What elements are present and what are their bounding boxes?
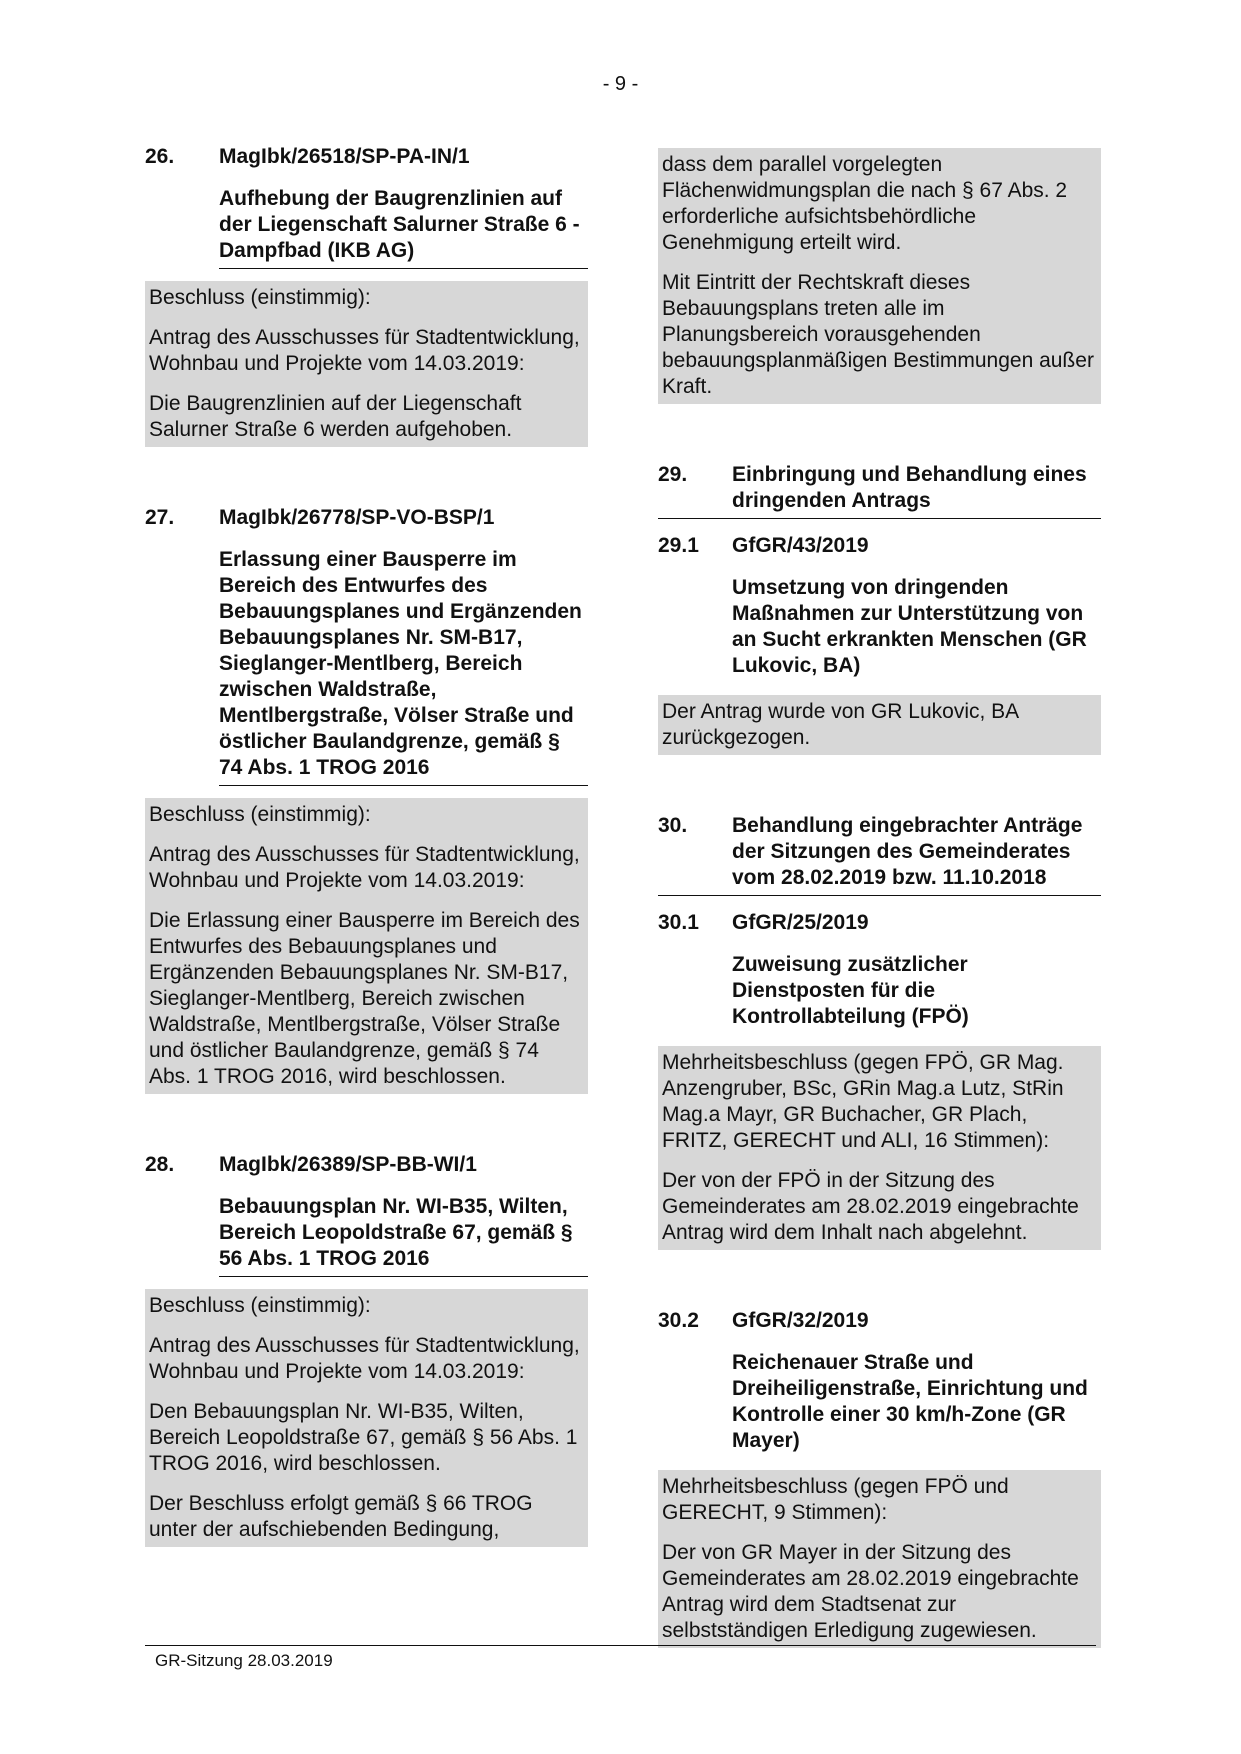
- motion-source: Antrag des Ausschusses für Stadtentwicklung, Wohnbau und Projekte vom 14.03.2019:: [149, 326, 580, 375]
- condition-text: Der Beschluss erfolgt gemäß § 66 TROG unter der aufschiebenden Bedingung,: [149, 1492, 533, 1541]
- section-heading: [658, 462, 1101, 519]
- section-heading: [145, 144, 588, 174]
- resolution-text: Der von der FPÖ in der Sitzung des Gemeinderates am 28.02.2019 eingebrachte Antrag wird dem Inhalt nach abgelehnt.: [662, 1169, 1079, 1244]
- subsection-heading: [658, 1308, 1101, 1338]
- subsection-number: 29.1: [658, 534, 699, 557]
- section-heading: [658, 813, 1101, 896]
- section-title: Bebauungsplan Nr. WI-B35, Wilten, Bereich Leopoldstraße 67, gemäß § 56 Abs. 1 TROG 2016: [219, 1182, 588, 1277]
- section-30-2: [658, 1308, 1101, 1648]
- footer-divider: [145, 1645, 1096, 1646]
- subsection-number: 30.2: [658, 1309, 699, 1332]
- section-number: 26.: [145, 145, 175, 168]
- footer-text: GR-Sitzung 28.03.2019: [155, 1651, 333, 1670]
- subsection-heading: [658, 533, 1101, 563]
- resolution-block: [658, 695, 1101, 755]
- page-number: - 9 -: [602, 73, 639, 95]
- resolution-type: Beschluss (einstimmig):: [149, 286, 371, 309]
- subsection-heading: [658, 910, 1101, 940]
- section-26: [145, 144, 588, 447]
- section-30: [658, 813, 1101, 1250]
- resolution-block: [145, 281, 588, 447]
- section-number: 30.: [658, 814, 688, 837]
- section-number: 27.: [145, 506, 175, 529]
- section-28: [145, 1152, 588, 1547]
- resolution-text: Der von GR Mayer in der Sitzung des Gemeinderates am 28.02.2019 eingebrachte Antrag wird dem Stadtsenat zur selbstständigen Erledigung zugewiesen.: [662, 1541, 1079, 1642]
- subsection-code: GfGR/43/2019: [732, 534, 869, 557]
- subsection-code: GfGR/25/2019: [732, 911, 869, 934]
- section-title: Aufhebung der Baugrenzlinien auf der Liegenschaft Salurner Straße 6 - Dampfbad (IKB AG): [219, 174, 588, 269]
- section-heading: [145, 505, 588, 535]
- left-column: [145, 144, 588, 1547]
- section-code: MagIbk/26389/SP-BB-WI/1: [219, 1153, 477, 1176]
- resolution-block: [145, 798, 588, 1094]
- resolution-type: Mehrheitsbeschluss (gegen FPÖ und GERECHT, 9 Stimmen):: [662, 1475, 1009, 1524]
- condition-continued: dass dem parallel vorgelegten Flächenwidmungsplan die nach § 67 Abs. 2 erforderliche aufsichtsbehördliche Genehmigung erteilt wird.: [662, 153, 1068, 254]
- resolution-text: Der Antrag wurde von GR Lukovic, BA zurückgezogen.: [662, 700, 1019, 749]
- motion-source: Antrag des Ausschusses für Stadtentwicklung, Wohnbau und Projekte vom 14.03.2019:: [149, 1334, 580, 1383]
- subsection-number: 30.1: [658, 911, 699, 934]
- resolution-text: Die Erlassung einer Bausperre im Bereich des Entwurfes des Bebauungsplanes und Ergänzenden Bebauungsplanes Nr. SM-B17, Sieglanger-Mentlberg, Bereich zwischen Waldstraße, Mentlbergstraße, Völser Straße und östlicher Baulandgrenze, gemäß § 74 Abs. 1 TROG 2016, wird beschlossen.: [149, 909, 580, 1088]
- right-column: [658, 148, 1101, 1648]
- subsection-code: GfGR/32/2019: [732, 1309, 869, 1332]
- section-title: Einbringung und Behandlung eines dringenden Antrags: [732, 463, 1087, 512]
- resolution-text: Die Baugrenzlinien auf der Liegenschaft Salurner Straße 6 werden aufgehoben.: [149, 392, 522, 441]
- resolution-type: Beschluss (einstimmig):: [149, 803, 371, 826]
- continued-block: [658, 148, 1101, 404]
- subsection-title: Zuweisung zusätzlicher Dienstposten für die Kontrollabteilung (FPÖ): [732, 953, 969, 1028]
- resolution-block: [658, 1470, 1101, 1648]
- motion-source: Antrag des Ausschusses für Stadtentwicklung, Wohnbau und Projekte vom 14.03.2019:: [149, 843, 580, 892]
- section-28-continued: [658, 148, 1101, 404]
- section-heading: [145, 1152, 588, 1182]
- section-title: Behandlung eingebrachter Anträge der Sitzungen des Gemeinderates vom 28.02.2019 bzw. 11.10.2018: [732, 814, 1083, 889]
- section-29: [658, 462, 1101, 755]
- section-title: Erlassung einer Bausperre im Bereich des Entwurfes des Bebauungsplanes und Ergänzenden Bebauungsplanes Nr. SM-B17, Sieglanger-Mentlberg, Bereich zwischen Waldstraße, Mentlbergstraße, Völser Straße und östlicher Baulandgrenze, gemäß § 74 Abs. 1 TROG 2016: [219, 535, 588, 786]
- resolution-type: Beschluss (einstimmig):: [149, 1294, 371, 1317]
- resolution-block: [658, 1046, 1101, 1250]
- subsection-title: Umsetzung von dringenden Maßnahmen zur Unterstützung von an Sucht erkrankten Menschen (GR Lukovic, BA): [732, 576, 1087, 677]
- resolution-block: [145, 1289, 588, 1547]
- resolution-type: Mehrheitsbeschluss (gegen FPÖ, GR Mag. Anzengruber, BSc, GRin Mag.a Lutz, StRin Mag.a Mayr, GR Buchacher, GR Plach, FRITZ, GERECHT und ALI, 16 Stimmen):: [662, 1051, 1064, 1152]
- section-number: 29.: [658, 463, 688, 486]
- section-code: MagIbk/26518/SP-PA-IN/1: [219, 145, 470, 168]
- subsection-title: Reichenauer Straße und Dreiheiligenstraße, Einrichtung und Kontrolle einer 30 km/h-Zone (GR Mayer): [732, 1351, 1088, 1452]
- section-27: [145, 505, 588, 1094]
- section-code: MagIbk/26778/SP-VO-BSP/1: [219, 506, 495, 529]
- section-number: 28.: [145, 1153, 175, 1176]
- legal-effect-text: Mit Eintritt der Rechtskraft dieses Bebauungsplans treten alle im Planungsbereich vorausgehenden bebauungsplanmäßigen Bestimmungen außer Kraft.: [662, 271, 1094, 398]
- resolution-text: Den Bebauungsplan Nr. WI-B35, Wilten, Bereich Leopoldstraße 67, gemäß § 56 Abs. 1 TROG 2016, wird beschlossen.: [149, 1400, 578, 1475]
